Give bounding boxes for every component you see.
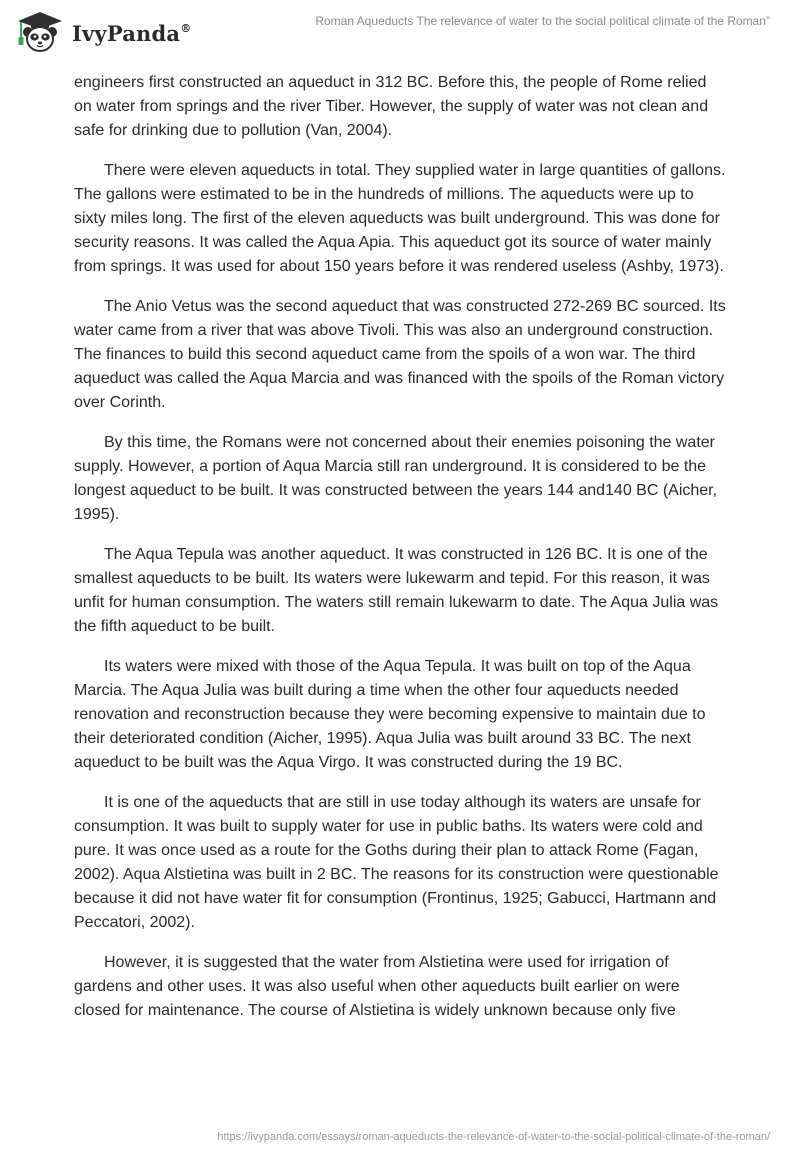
paragraph: engineers first constructed an aqueduct in 312 BC. Before this, the people of Rome relied on water from springs and the river Tiber. However, the supply of water was not clean and safe for drinking due to pollution (Van, 2004). <box>74 74 709 139</box>
essay-body <box>74 71 726 1039</box>
paragraph: There were eleven aqueducts in total. They supplied water in large quantities of gallons. The gallons were estimated to be in the hundreds of millions. The aqueducts were up to sixty miles long. The first of the eleven aqueducts was built underground. This was done for security reasons. It was called the Aqua Apia. This aqueduct got its source of water mainly from springs. It was used for about 150 years before it was rendered useless (Ashby, 1973). <box>74 162 726 275</box>
paragraph: Its waters were mixed with those of the Aqua Tepula. It was built on top of the Aqua Marcia. The Aqua Julia was built during a time when the other four aqueducts needed renovation and reconstruction because they were becoming expensive to maintain due to their deteriorated condition (Aicher, 1995). Aqua Julia was built around 33 BC. The next aqueduct to be built was the Aqua Virgo. It was constructed during the 19 BC. <box>74 658 706 771</box>
source-url[interactable]: https://ivypanda.com/essays/roman-aqueducts-the-relevance-of-water-to-the-social-political-climate-of-the-roman/ <box>217 1131 770 1143</box>
paragraph: The Anio Vetus was the second aqueduct that was constructed 272-269 BC sourced. Its water came from a river that was above Tivoli. This was also an underground construction. The finances to build this second aqueduct came from the spoils of a won war. The third aqueduct was called the Aqua Marcia and was financed with the spoils of the Roman victory over Corinth. <box>74 298 726 411</box>
paragraph: However, it is suggested that the water from Alstietina were used for irrigation of gardens and other uses. It was also useful when other aqueducts built earlier on were closed for maintenance. The course of Alstietina is widely unknown because only five <box>74 954 680 1019</box>
logo-wordmark: IvyPanda® <box>72 20 192 46</box>
panda-graduate-icon <box>14 8 66 54</box>
paragraph: The Aqua Tepula was another aqueduct. It was constructed in 126 BC. It is one of the smallest aqueducts to be built. Its waters were lukewarm and tepid. For this reason, it was unfit for human consumption. The waters still remain lukewarm to date. The Aqua Julia was the fifth aqueduct to be built. <box>74 546 719 635</box>
paragraph: By this time, the Romans were not concerned about their enemies poisoning the water supply. However, a portion of Aqua Marcia still ran underground. It is considered to be the longest aqueduct to be built. It was constructed between the years 144 and140 BC (Aicher, 1995). <box>74 434 718 523</box>
paragraph: It is one of the aqueducts that are still in use today although its waters are unsafe for consumption. It was built to supply water for use in public baths. Its waters were cold and pure. It was once used as a route for the Goths during their plan to attack Rome (Fagan, 2002). Aqua Alstietina was built in 2 BC. The reasons for its construction were questionable because it did not have water fit for consumption (Frontinus, 1925; Gabucci, Hartmann and Peccatori, 2002). <box>74 794 719 931</box>
page-header <box>0 0 800 62</box>
site-logo[interactable] <box>14 8 191 54</box>
document-title: Roman Aqueducts The relevance of water to the social political climate of the Roman” <box>315 14 770 28</box>
